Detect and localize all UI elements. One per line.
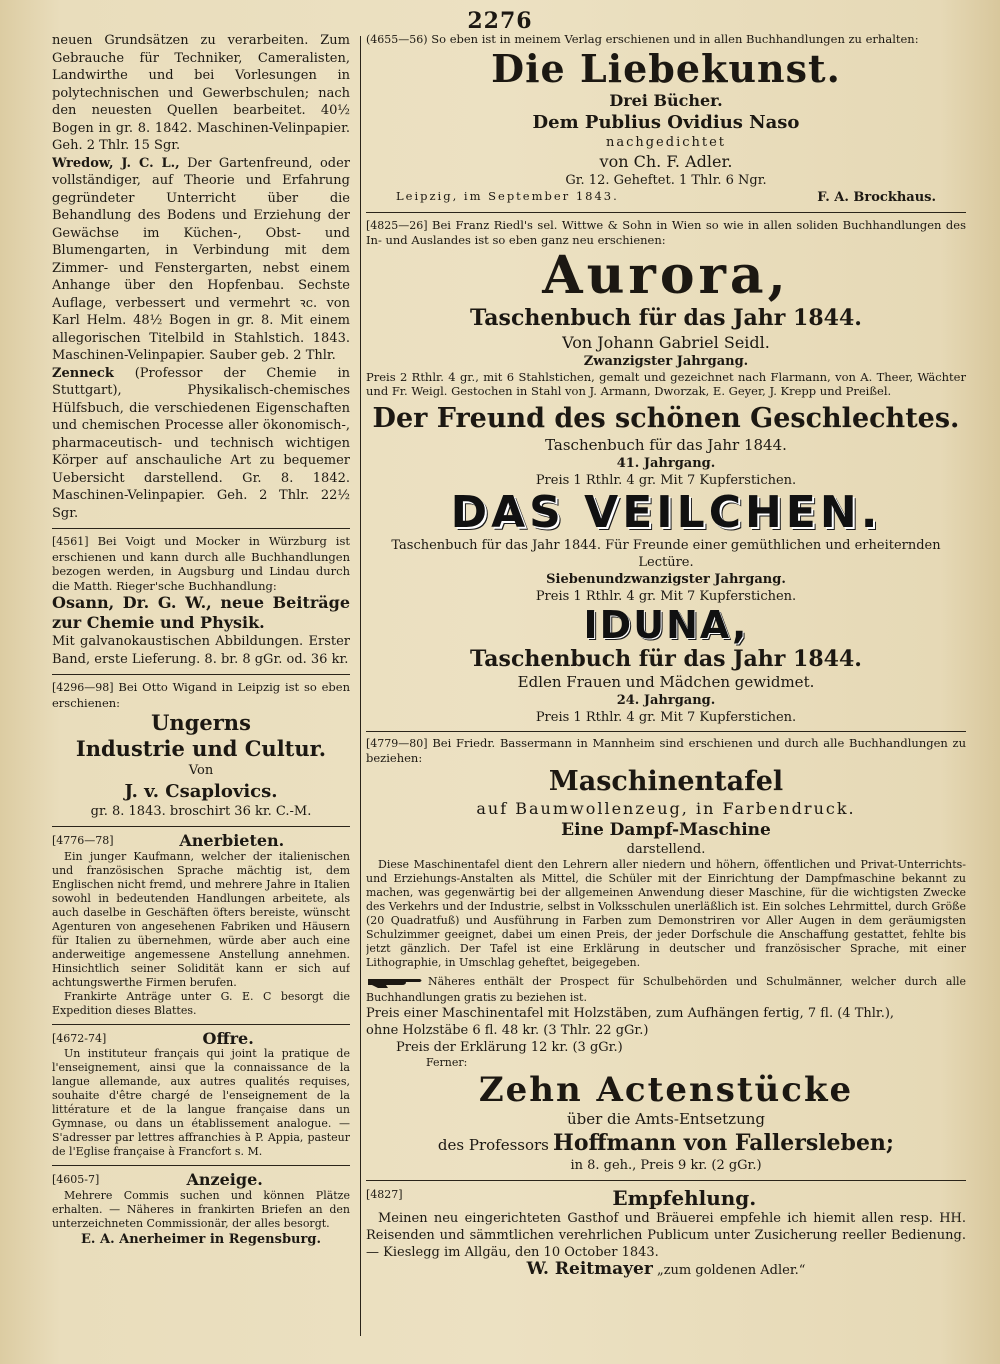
book-subtitle: Dem Publius Ovidius Naso xyxy=(532,111,800,133)
ad-signature-name: W. Reitmayer xyxy=(526,1258,653,1279)
book-author: von Ch. F. Adler. xyxy=(599,151,733,171)
book-subject: Hoffmann von Fallersleben; xyxy=(553,1129,895,1156)
price-line: Preis 1 Rthlr. 4 gr. Mit 7 Kupferstichen. xyxy=(535,472,797,488)
ad-intro-text: Bei Voigt und Mocker in Würzburg ist erschienen und kann durch alle Buchhandlungen bezogen werden, in Augsburg und Lindau durch die Matth. Rieger'sche Buchhandlung: xyxy=(52,534,350,593)
author-name: Wredow, J. C. L., xyxy=(52,155,180,171)
product-subtitle: darstellend. xyxy=(626,841,706,857)
ad-header xyxy=(52,1171,350,1189)
divider xyxy=(52,1024,350,1025)
ad-wredow xyxy=(52,155,350,365)
ad-ferner: Ferner: xyxy=(426,1055,468,1069)
ad-note-text: Näheres enthält der Prospect für Schulbehörden und Schulmänner, welcher durch alle Buchhandlungen gratis zu beziehen ist. xyxy=(366,974,966,1004)
ad-intro xyxy=(52,534,350,593)
ad-ref: [4605-7] xyxy=(52,1173,100,1186)
book-year: 24. Jahrgang. xyxy=(616,692,716,708)
divider xyxy=(366,1180,966,1181)
ad-title: Anzeige. xyxy=(186,1170,263,1189)
book-title-1: Ungerns xyxy=(151,710,251,735)
book-title: IDUNA, xyxy=(583,602,749,647)
book-title: Der Freund des schönen Geschlechtes. xyxy=(372,402,960,434)
book-subtitle: Taschenbuch für das Jahr 1844. xyxy=(470,304,862,331)
ad-text: Un instituteur français qui joint la pratique de l'enseignement, ainsi que la connaissance de la langue allemande, aux autres qualités requises, souhaite d'être chargé de l'enseignement de la littérature et de la langue française dans un Gymnase, ou dans un établissement analogue. — S'adresser par lettres affranchies à P. Appia, pasteur de l'Eglise française à Francfort s. M. xyxy=(52,1047,350,1158)
ad-header xyxy=(52,1030,350,1048)
by-line: Von xyxy=(188,763,214,778)
ad-intro xyxy=(366,736,966,766)
ad-intro-text: So eben ist in meinem Verlag erschienen und in allen Buchhandlungen zu erhalten: xyxy=(431,32,919,46)
divider xyxy=(52,528,350,529)
price-line: Preis 1 Rthlr. 4 gr. Mit 7 Kupferstichen. xyxy=(535,588,797,604)
ad-ref: [4296—98] xyxy=(52,681,114,694)
place-date: Leipzig, im September 1843. xyxy=(396,188,619,203)
price-line: in 8. geh., Preis 9 kr. (2 gGr.) xyxy=(570,1157,762,1173)
price-line: Preis 2 Rthlr. 4 gr., mit 6 Stahlstichen, gemalt und gezeichnet nach Flarmann, von A. Theer, Wächter und Fr. Weigl. Gestochen in Stahl von J. Armann, Dworzak, E. Geyer, J. Krepp und Preißel. xyxy=(366,369,966,398)
ad-intro-text: Bei Otto Wigand in Leipzig ist so eben erschienen: xyxy=(52,680,350,710)
divider xyxy=(366,731,966,732)
book-title: DAS VEILCHEN. xyxy=(450,486,882,538)
imprint-row xyxy=(366,189,966,206)
book-title: Die Liebekunst. xyxy=(491,45,841,91)
ad-note: Frankirte Anträge unter G. E. C besorgt die Expedition dieses Blattes. xyxy=(52,989,350,1017)
ad-ref: [4827] xyxy=(366,1187,403,1201)
author-name: Zenneck xyxy=(52,365,114,381)
ad-signature: E. A. Anerheimer in Regensburg. xyxy=(81,1231,321,1247)
ad-text: Ein junger Kaufmann, welcher der italienischen und französischen Sprache mächtig ist, dem Englischen nicht fremd, und mehrere Jahre in Italien sowohl in bedeutenden Handlungen arbeitete, als auch daselbe in Geschäften öfters bereiste, wünscht Agenturen von angesehenen Fabriken und Häusern für Italien zu übernehmen, würde aber auch eine anderweitige angemessene Anstellung annehmen. Hinsichtlich seiner Solidität kann er sich auf achtungswerthe Firmen berufen. xyxy=(52,849,350,989)
book-subtitle: Taschenbuch für das Jahr 1844. Für Freunde einer gemüthlichen und erheiternden Lectüre. xyxy=(391,537,941,570)
product-title: Maschinentafel xyxy=(548,765,784,797)
ad-title: Osann, Dr. G. W., neue Beiträge zur Chemie und Physik. xyxy=(52,593,350,632)
column-divider xyxy=(360,36,361,1336)
book-dedication: Edlen Frauen und Mädchen gewidmet. xyxy=(517,672,815,691)
ad-continuation-text: neuen Grundsätzen zu verarbeiten. Zum Gebrauche für Techniker, Cameralisten, Landwirthe und bei Vorlesungen in polytechnischen und Gewerbschulen; nach den neuesten Quellen bearbeitet. 40½ Bogen in gr. 8. 1842. Maschinen-Velinpapier. Geh. 2 Thlr. 15 Sgr. xyxy=(52,33,350,153)
ad-text: Meinen neu eingerichteten Gasthof und Bräuerei empfehle ich hiemit allen resp. HH. Reisenden und sämmtlichen verehrlichen Publicum unter Zusicherung reeller Bedienung. — Kieslegg im Allgäu, den 10 October 1843. xyxy=(366,1210,966,1260)
book-year: Siebenundzwanzigster Jahrgang. xyxy=(546,571,786,587)
product-subtitle: auf Baumwollenzeug, in Farbendruck. xyxy=(476,798,856,818)
ad-ref: [4779—80] xyxy=(366,736,428,750)
ad-title: Offre. xyxy=(202,1028,254,1048)
ad-text: (Professor der Chemie in Stuttgart), Physikalisch-chemisches Hülfsbuch, die verschiedenen Eigenschaften und chemischen Processe aller ökonomisch-, pharmaceutisch- und technisch wichtigen Körper auf anschauliche Art zu bequemer Uebersicht darstellend. Gr. 8. 1842. Maschinen-Velinpapier. Geh. 2 Thlr. 22½ Sgr. xyxy=(52,365,350,521)
book-subtitle: Drei Bücher. xyxy=(609,90,723,110)
ad-signature xyxy=(366,1258,966,1279)
ad-ref: [4825—26] xyxy=(366,218,428,232)
ad-text: Mehrere Commis suchen und können Plätze erhalten. — Näheres in frankirten Briefen an den unterzeichneten Commissionär, der alles besorgt. xyxy=(52,1188,350,1230)
price-line: Gr. 12. Geheftet. 1 Thlr. 6 Ngr. xyxy=(565,172,767,188)
divider xyxy=(52,674,350,675)
book-title-2: Industrie und Cultur. xyxy=(75,736,327,761)
page-number: 2276 xyxy=(467,8,533,34)
author-name: J. v. Csaplovics. xyxy=(124,780,278,802)
divider xyxy=(52,826,350,827)
price-line: Preis 1 Rthlr. 4 gr. Mit 7 Kupferstichen. xyxy=(535,709,797,725)
ad-note xyxy=(366,973,966,1005)
ad-intro-text: Bei Franz Riedl's sel. Wittwe & Sohn in Wien so wie in allen soliden Buchhandlungen des In- und Auslandes ist so eben ganz neu erschienen: xyxy=(366,217,966,247)
book-subtitle-prefix: des Professors xyxy=(437,1135,549,1154)
book-title: Aurora, xyxy=(542,244,790,306)
ad-header xyxy=(52,832,350,850)
publisher: F. A. Brockhaus. xyxy=(817,189,936,205)
book-year: Zwanzigster Jahrgang. xyxy=(583,353,749,369)
ad-title: Empfehlung. xyxy=(612,1185,757,1210)
book-year: 41. Jahrgang. xyxy=(616,455,716,471)
price-line: Preis der Erklärung 12 kr. (3 gGr.) xyxy=(396,1039,623,1055)
book-subtitle xyxy=(366,1129,966,1157)
ad-signature-note: „zum goldenen Adler.“ xyxy=(656,1262,806,1278)
ad-zenneck xyxy=(52,365,350,523)
book-subtitle: Taschenbuch für das Jahr 1844. xyxy=(470,645,862,672)
ad-ref: [4672-74] xyxy=(52,1031,107,1045)
ad-intro xyxy=(52,680,350,710)
ad-text: Der Gartenfreund, oder vollständiger, auf Theorie und Erfahrung gegründeter Unterricht über die Behandlung des Bodens und Erziehung der Gewächse im Küchen-, Obst- und Blumengarten, in Verbindung mit dem Zimmer- und Fenstergarten, nebst einem Anhange über den Hopfenbau. Sechste Auflage, verbessert und vermehrt ꝛc. von Karl Helm. 48½ Bogen in gr. 8. Mit einem allegorischen Titelbild in Stahlstich. 1843. Maschinen-Velinpapier. Sauber geb. 2 Thlr. xyxy=(52,155,350,363)
ad-title: Anerbieten. xyxy=(179,831,285,850)
price-line: ohne Holzstäbe 6 fl. 48 kr. (3 Thlr. 22 gGr.) xyxy=(366,1022,649,1038)
ad-ref: (4655—56) xyxy=(366,33,428,46)
book-editor: Von Johann Gabriel Seidl. xyxy=(562,332,770,352)
ad-ref: [4561] xyxy=(52,535,89,548)
product-subtitle: Eine Dampf-Maschine xyxy=(561,819,771,840)
ad-text: Diese Maschinentafel dient den Lehrern aller niedern und höhern, öffentlichen und Privat-Unterrichts- und Erziehungs-Anstalten als Mittel, die Schüler mit der Einrichtung der Dampfmaschine bekannt zu machen, was gegenwärtig bei der allgemeinen Anwendung dieser Maschine, für die wichtigsten Zwecke des Verkehrs und der Industrie, selbst in Volksschulen unerläßlich ist. Ein solches Lehrmittel, durch Größe (20 Quadratfuß) und Ausführung in Farben zum Demonstriren vor Aller Augen in dem geräumigsten Schulzimmer geeignet, dabei um einen Preis, der jeder Dorfschule die Anschaffung gestattet, fehlte bis jetzt gänzlich. Der Tafel ist eine Erklärung in deutscher und französischer Sprache, mit einer Lithographie, in Umschlag geheftet, beigegeben. xyxy=(366,857,966,969)
book-subtitle: nachgedichtet xyxy=(605,134,727,150)
book-title: Zehn Actenstücke xyxy=(478,1069,854,1110)
price-line: gr. 8. 1843. broschirt 36 kr. C.-M. xyxy=(90,803,312,819)
divider xyxy=(52,1165,350,1166)
left-column xyxy=(52,32,350,1342)
ad-intro xyxy=(366,218,966,248)
book-subtitle: Taschenbuch für das Jahr 1844. xyxy=(545,435,787,454)
ad-header xyxy=(366,1186,966,1210)
price-line: Preis einer Maschinentafel mit Holzstäben, zum Aufhängen fertig, 7 fl. (4 Thlr.), xyxy=(366,1005,895,1021)
ad-intro-text: Bei Friedr. Bassermann in Mannheim sind erschienen und durch alle Buchhandlungen zu beziehen: xyxy=(366,735,966,765)
book-subtitle: über die Amts-Entsetzung xyxy=(566,1109,766,1128)
divider xyxy=(366,212,966,213)
ad-text: Mit galvanokaustischen Abbildungen. Erster Band, erste Lieferung. 8. br. 8 gGr. od. 36 kr. xyxy=(52,634,350,667)
pointing-hand-icon xyxy=(366,973,424,991)
right-column xyxy=(366,32,966,1342)
ad-ref: [4776—78] xyxy=(52,834,114,847)
